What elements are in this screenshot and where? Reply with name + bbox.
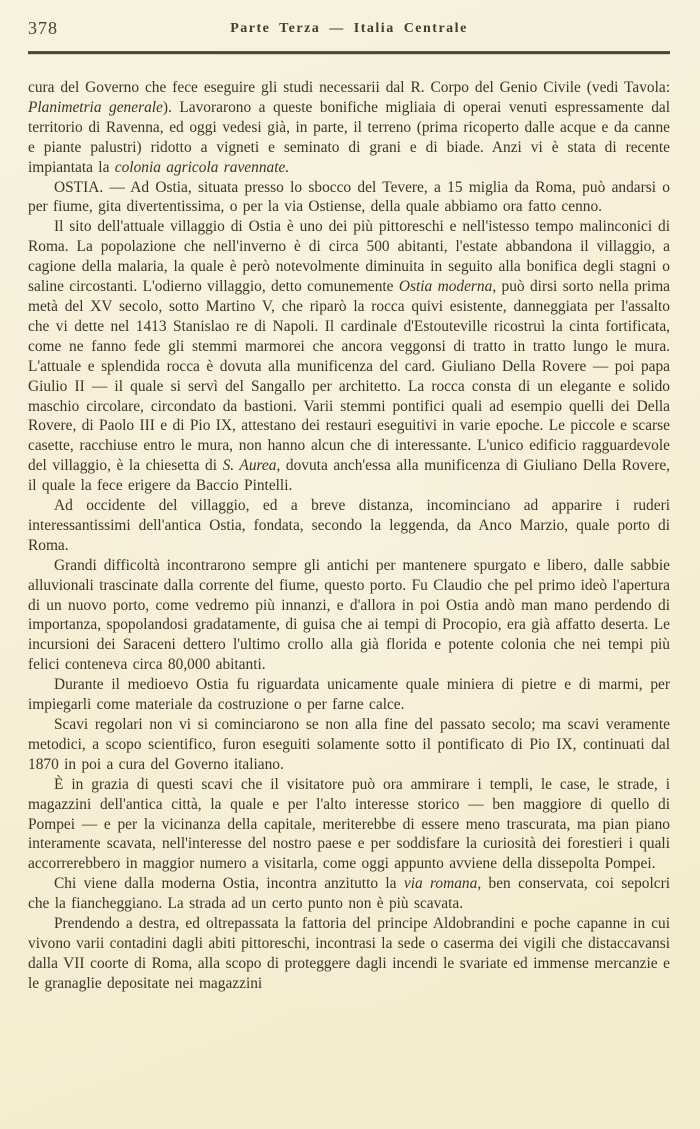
paragraph xyxy=(28,914,670,994)
text-run: OSTIA. — Ad Ostia, situata presso lo sbocco del Tevere, a 15 miglia da Roma, può andarsi o per fiume, gita divertentissima, o per la via Ostiense, della quale abbiamo ora fatto cenno. xyxy=(28,178,670,216)
paragraph xyxy=(28,715,670,775)
text-run: Durante il medioevo Ostia fu riguardata unicamente quale miniera di pietre e di marmi, per impiegarli come materiale da costruzione o per farne calce. xyxy=(28,676,670,714)
text-run: Ad occidente del villaggio, ed a breve distanza, incominciano ad apparire i ruderi interessantissimi dell'antica Ostia, fondata, secondo la leggenda, da Anco Marzio, quale porto di Roma. xyxy=(28,497,670,554)
text-run: Grandi difficoltà incontrarono sempre gli antichi per mantenere spurgato e libero, dalle sabbie alluvionali trascinate dalla corrente del fiume, questo porto. Fu Claudio che pel primo ideò l'apertura di un nuovo porto, come vedremo più innanzi, e d'allora in poi Ostia andò man mano perdendo di importanza, spopolandosi gradatamente, di guisa che ai tempi di Procopio, era già affatto deserta. Le incursioni dei Saraceni dettero l'ultimo crollo alla già florida e potente colonia che nei tempi più felici conteneva circa 80,000 abitanti. xyxy=(28,556,670,674)
text-run: , può dirsi sorto nella prima metà del XV secolo, sotto Martino V, che riparò la rocca quivi esistente, danneggiata per l'assalto che vi dette nel 1413 Stanislao re di Napoli. Il cardinale d'Estouteville ricostruì la cinta fortificata, come ne fanno fede gli stemmi marmorei che ancora veggonsi di tratto in tratto lungo le mura. L'attuale e splendida rocca è dovuta alla munificenza del card. Giuliano Della Rovere — poi papa Giulio II — il quale si servì del Sangallo per architetto. La rocca consta di un elegante e solido maschio circolare, circondato da bastioni. Varii stemmi pontifici quali ad esempio quelli dei Della Rovere, di Paolo III e di Pio IX, attestano dei restauri eseguitivi in varie epoche. Le piccole e scarse casette, racchiuse entro le mura, non hanno alcun che di interessante. L'unico edificio ragguardevole del villaggio, è la chiesetta di xyxy=(28,278,671,475)
italic-text-run: Ostia moderna xyxy=(398,278,493,296)
text-run: cura del Governo che fece eseguire gli studi necessarii dal R. Corpo del Genio Civile (vedi Tavola: xyxy=(28,79,670,96)
italic-text-run: colonia agricola ravennate. xyxy=(114,158,290,176)
text-run: Scavi regolari non vi si cominciarono se non alla fine del passato secolo; ma scavi veramente metodici, a scopo scientifico, furon eseguiti solamente sotto il pontificato di Pio IX, continuati dal 1870 in poi a cura del Governo italiano. xyxy=(28,716,670,773)
paragraph xyxy=(28,556,670,675)
header-rule xyxy=(28,51,670,54)
text-run: , ben conservata, coi sepolcri che la fiancheggiano. La strada ad un certo punto non è più scavata. xyxy=(28,875,670,913)
paragraph xyxy=(28,496,670,556)
paragraph xyxy=(28,874,670,914)
italic-text-run: S. Aurea xyxy=(222,457,277,475)
paragraph xyxy=(28,675,670,715)
running-head xyxy=(28,16,670,42)
text-run: ). Lavorarono a queste bonifiche migliaia di operai venuti espressamente dal territorio di Ravenna, ed oggi vedesi già, in parte, il terreno (prima ricoperto dalle acque e da canne e piante palustri) ridotto a vigneti e seminato di grani e di biade. Anzi vi è stata di recente impiantata la xyxy=(28,98,671,176)
page-number: 378 xyxy=(28,18,58,38)
text-run: Il sito dell'attuale villaggio di Ostia è uno dei più pittoreschi e nell'istesso tempo malinconici di Roma. La popolazione che nell'inverno è di circa 500 abitanti, l'estate abbandona il villaggio, a cagione della malaria, la quale è però notevolmente diminuita in seguito alla bonifica degli stagni o saline circostanti. L'odierno villaggio, detto comunemente xyxy=(28,218,670,296)
paragraph xyxy=(28,217,670,496)
text-run: Prendendo a destra, ed oltrepassata la fattoria del principe Aldobrandini e poche capanne in cui vivono varii contadini dagli abiti pittoreschi, incontrasi la sede o caserma dei vigili che distaccavansi dalla VII coorte di Roma, alla scopo di proteggere dagli incendi le svariate ed immense mercanzie e le granaglie depositate nei magazzini xyxy=(28,915,670,992)
text-run: , dovuta anch'essa alla munificenza di Giuliano Della Rovere, il quale la fece erigere da Baccio Pintelli. xyxy=(28,457,671,495)
italic-text-run: Planimetria generale xyxy=(28,98,163,116)
running-title: Parte Terza — Italia Centrale xyxy=(230,21,468,36)
paragraph xyxy=(28,78,670,178)
italic-text-run: via romana xyxy=(403,875,478,893)
paragraph xyxy=(28,775,670,875)
text-run: È in grazia di questi scavi che il visitatore può ora ammirare i templi, le case, le strade, i magazzini dell'antica città, la quale e per l'alto interesse storico — ben maggiore di quello di Pompei — e per la vicinanza della capitale, meriterebbe di essere meno trascurata, ma pian piano interamente scavata, nell'interesse del nostro paese e per soddisfare la curiosità dei forestieri i quali accorrerebbero in maggior numero a visitarla, come oggi appunto avviene della dissepolta Pompei. xyxy=(28,775,670,873)
text-run: Chi viene dalla moderna Ostia, incontra anzitutto la xyxy=(54,875,404,893)
paragraph xyxy=(28,178,670,218)
body-text xyxy=(28,78,670,994)
